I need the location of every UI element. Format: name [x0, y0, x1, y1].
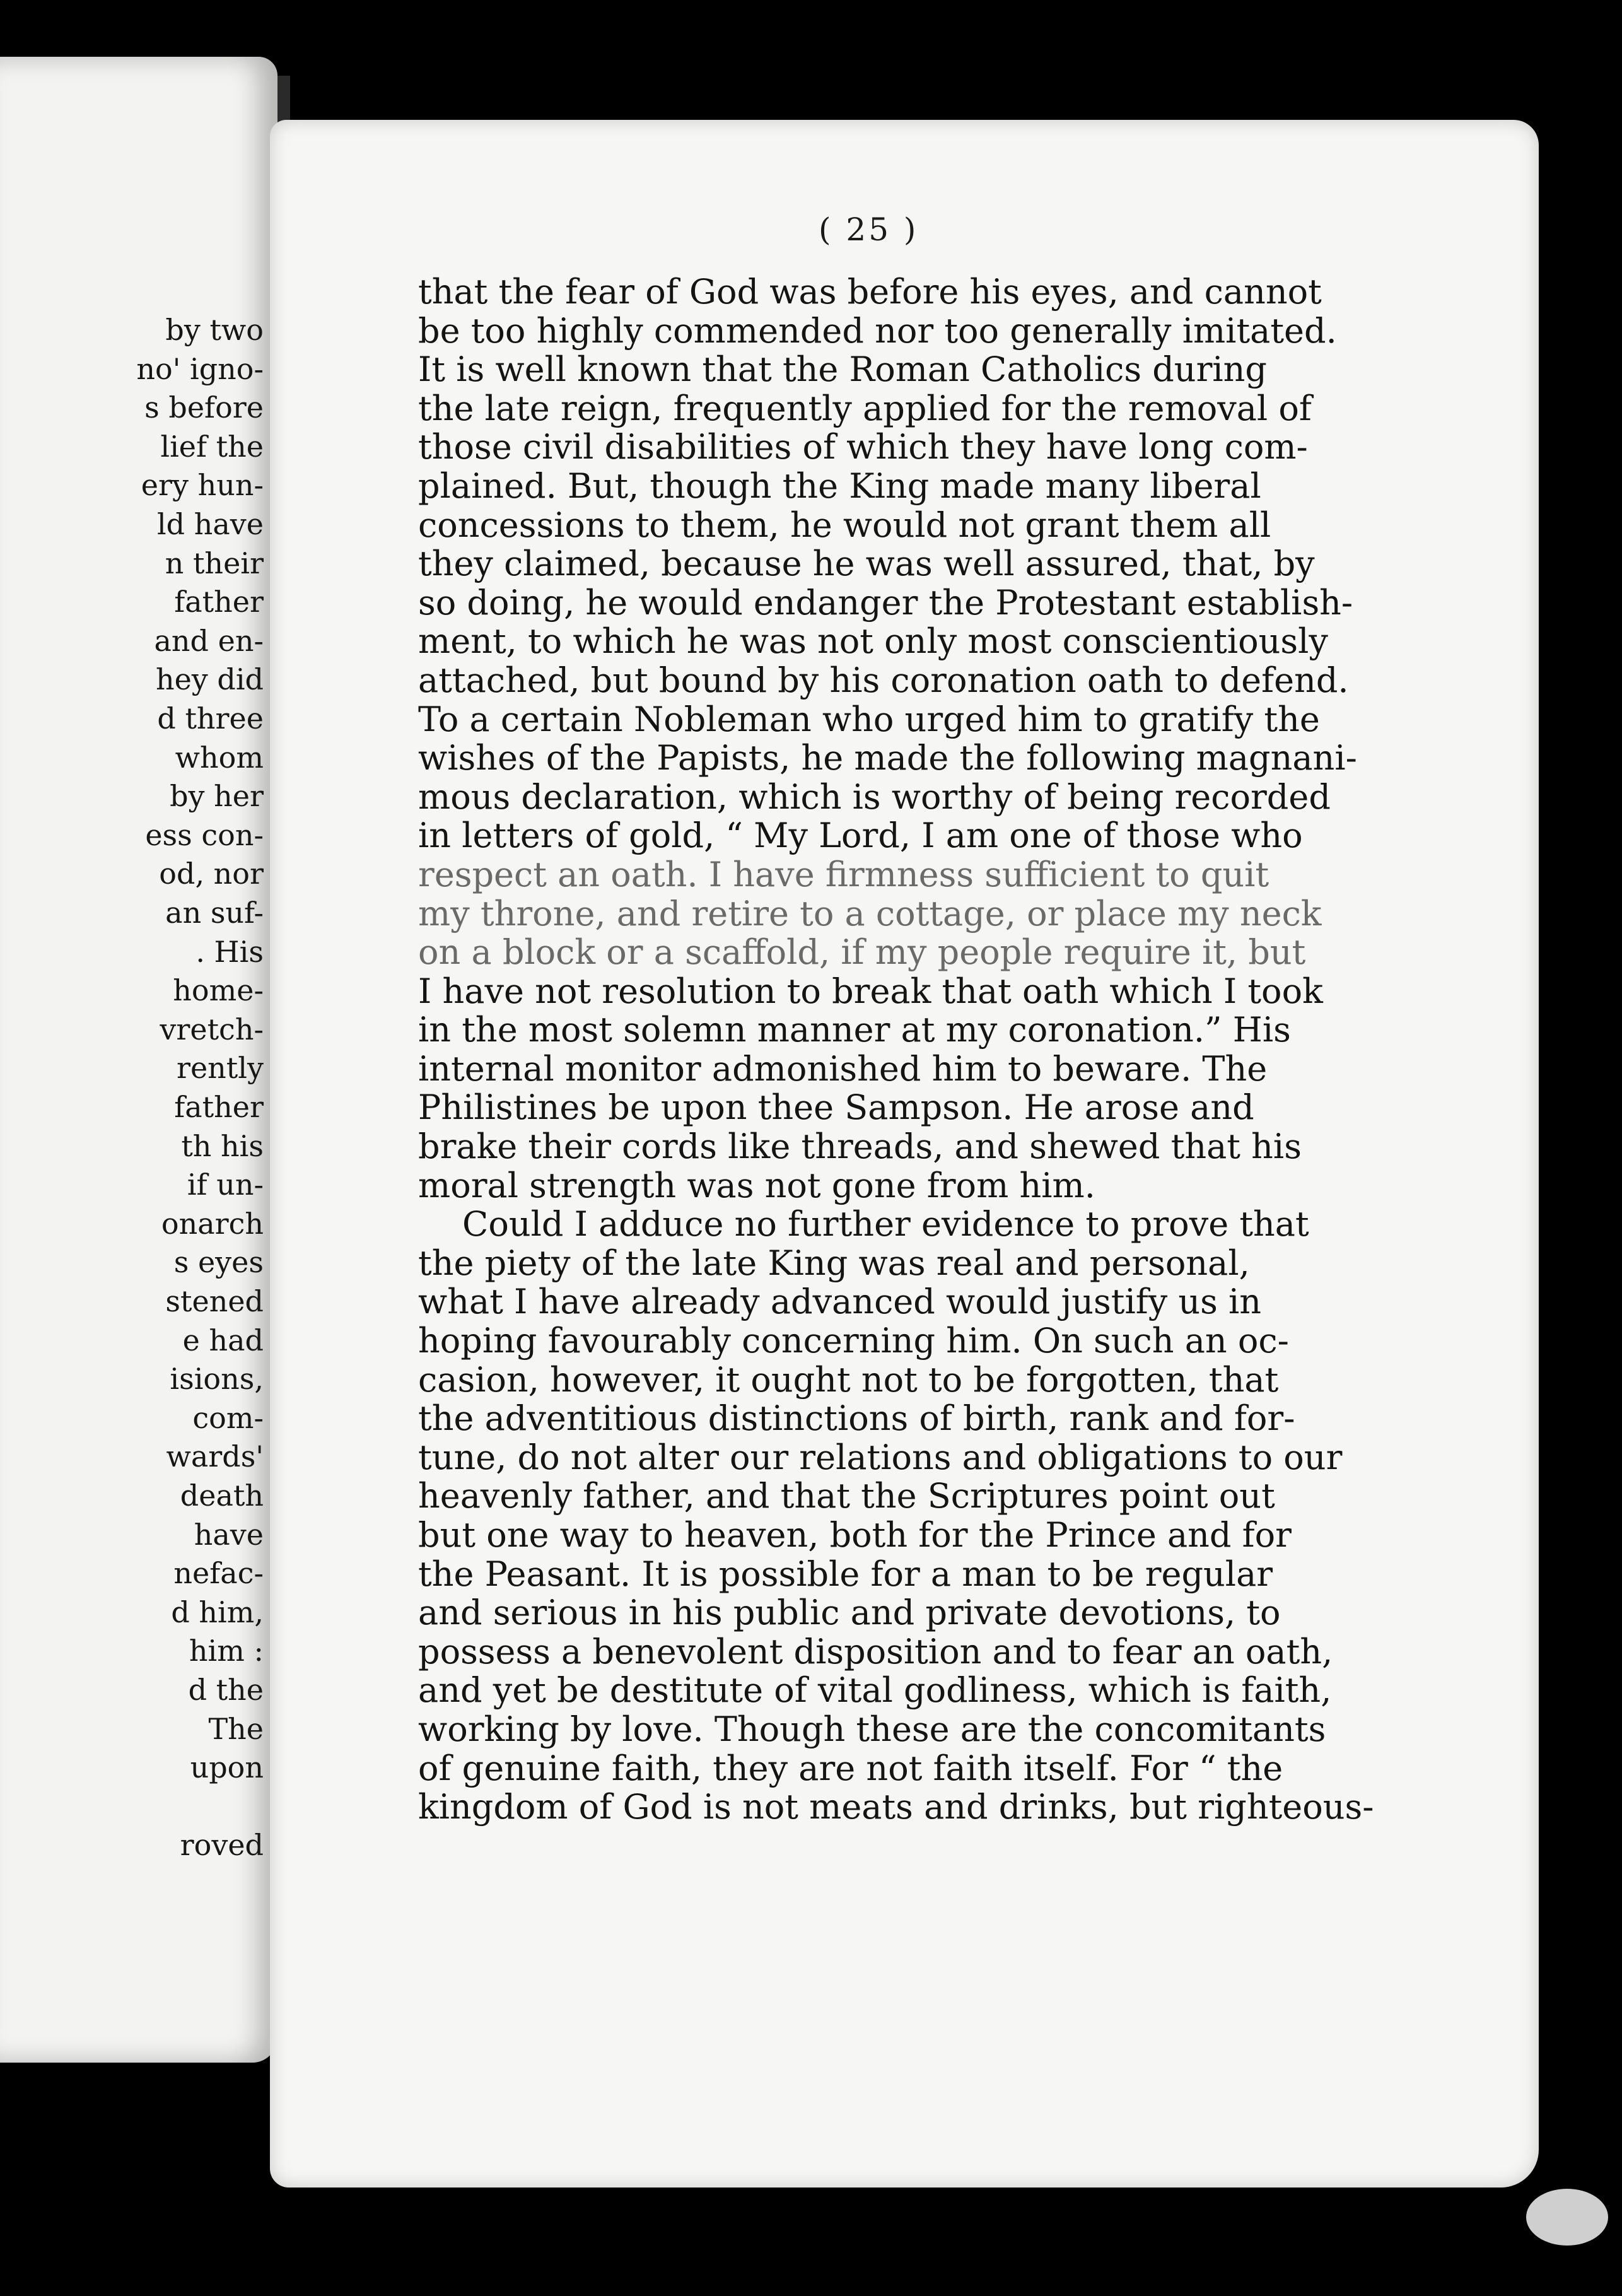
text-line: moral strength was not gone from him.: [418, 1165, 1095, 1205]
previous-page-line: isions,: [170, 1362, 264, 1397]
text-line: that the fear of God was before his eyes, and cannot: [418, 272, 1322, 312]
text-line: kingdom of God is not meats and drinks, but righteous-: [418, 1787, 1374, 1827]
previous-page-line: home-: [173, 973, 264, 1008]
previous-page: [0, 57, 277, 2063]
previous-page-line: father: [174, 585, 264, 619]
text-line: concessions to them, he would not grant them all: [418, 505, 1271, 545]
previous-page-line: and en-: [154, 623, 264, 658]
previous-page-line: od, nor: [159, 857, 264, 891]
previous-page-line: no' igno-: [136, 351, 264, 386]
text-line: respect an oath. I have firmness sufficient to quit: [418, 854, 1269, 894]
previous-page-line: onarch: [161, 1206, 264, 1241]
text-line: be too highly commended nor too generally imitated.: [418, 310, 1337, 351]
text-line: possess a benevolent disposition and to fear an oath,: [418, 1631, 1333, 1672]
previous-page-line: by her: [170, 779, 264, 814]
text-line: tune, do not alter our relations and obligations to our: [418, 1437, 1343, 1477]
text-line: so doing, he would endanger the Protestant establish-: [418, 582, 1353, 623]
previous-page-line: The: [208, 1711, 264, 1746]
text-line: brake their cords like threads, and shewed that his: [418, 1127, 1302, 1167]
text-line: and serious in his public and private devotions, to: [418, 1593, 1281, 1633]
previous-page-line: him :: [189, 1634, 264, 1668]
text-line: I have not resolution to break that oath which I took: [418, 971, 1323, 1011]
previous-page-line: th his: [181, 1128, 264, 1163]
text-line: heavenly father, and that the Scriptures point out: [418, 1476, 1275, 1516]
previous-page-line: n their: [165, 546, 264, 580]
previous-page-line: nefac-: [173, 1556, 264, 1591]
text-line: Philistines be upon thee Sampson. He arose and: [418, 1087, 1254, 1128]
text-line: It is well known that the Roman Catholics during: [418, 349, 1267, 390]
text-line: Could I adduce no further evidence to prove that: [462, 1204, 1309, 1245]
previous-page-line: if un-: [187, 1168, 264, 1202]
previous-page-line: father: [174, 1090, 264, 1124]
text-line: internal monitor admonished him to beware. The: [418, 1048, 1268, 1089]
previous-page-line: have: [194, 1517, 264, 1552]
previous-page-line: hey did: [155, 662, 264, 697]
text-line: working by love. Though these are the concomitants: [418, 1709, 1326, 1749]
text-line: the Peasant. It is possible for a man to be regular: [418, 1554, 1273, 1594]
text-line: those civil disabilities of which they have long com-: [418, 427, 1308, 467]
previous-page-line: roved: [180, 1828, 264, 1863]
text-line: hoping favourably concerning him. On such an oc-: [418, 1321, 1289, 1361]
previous-page-line: vretch-: [160, 1012, 264, 1046]
previous-page-line: e had: [182, 1323, 264, 1357]
paper-damage-speck: [1526, 2189, 1608, 2246]
text-line: of genuine faith, they are not faith itself. For “ the: [418, 1748, 1283, 1788]
text-line: the piety of the late King was real and personal,: [418, 1243, 1250, 1283]
previous-page-line: ld have: [156, 507, 264, 541]
text-line: To a certain Nobleman who urged him to gratify the: [418, 699, 1320, 739]
text-line: plained. But, though the King made many liberal: [418, 466, 1261, 506]
previous-page-line: s before: [144, 390, 264, 425]
text-line: mous declaration, which is worthy of being recorded: [418, 776, 1331, 817]
text-line: the late reign, frequently applied for the removal of: [418, 388, 1312, 428]
page-25: [270, 120, 1539, 2188]
previous-page-line: wards': [166, 1439, 264, 1474]
previous-page-line: death: [180, 1479, 264, 1513]
text-line: and yet be destitute of vital godliness, which is faith,: [418, 1670, 1332, 1711]
previous-page-line: lief the: [160, 429, 264, 464]
previous-page-line: . His: [195, 934, 264, 969]
previous-page-line: d him,: [171, 1595, 264, 1629]
text-line: attached, but bound by his coronation oath to defend.: [418, 660, 1349, 700]
text-line: what I have already advanced would justify us in: [418, 1282, 1262, 1322]
previous-page-line: stened: [165, 1284, 264, 1318]
text-line: on a block or a scaffold, if my people require it, but: [418, 932, 1306, 973]
previous-page-line: ess con-: [145, 817, 264, 852]
text-line: but one way to heaven, both for the Prince and for: [418, 1515, 1292, 1555]
text-line: in the most solemn manner at my coronation.” His: [418, 1010, 1291, 1050]
previous-page-line: s eyes: [173, 1245, 264, 1280]
text-line: my throne, and retire to a cottage, or place my neck: [418, 893, 1322, 934]
previous-page-line: whom: [175, 740, 264, 775]
page-number: ( 25 ): [819, 211, 919, 248]
previous-page-line: ery hun-: [141, 468, 264, 503]
text-line: ment, to which he was not only most conscientiously: [418, 621, 1328, 662]
previous-page-line: upon: [190, 1750, 264, 1785]
text-line: the adventitious distinctions of birth, rank and for-: [418, 1398, 1295, 1439]
previous-page-line: d the: [188, 1673, 264, 1707]
previous-page-line: com-: [192, 1400, 264, 1435]
previous-page-line: an suf-: [165, 896, 264, 930]
previous-page-line: d three: [157, 701, 264, 735]
text-line: they claimed, because he was well assured, that, by: [418, 544, 1315, 584]
text-line: wishes of the Papists, he made the following magnani-: [418, 738, 1357, 778]
previous-page-line: rently: [176, 1051, 264, 1086]
previous-page-line: by two: [165, 313, 264, 347]
text-line: in letters of gold, “ My Lord, I am one of those who: [418, 816, 1303, 856]
body-text: [418, 272, 1539, 1827]
text-line: casion, however, it ought not to be forgotten, that: [418, 1359, 1279, 1400]
